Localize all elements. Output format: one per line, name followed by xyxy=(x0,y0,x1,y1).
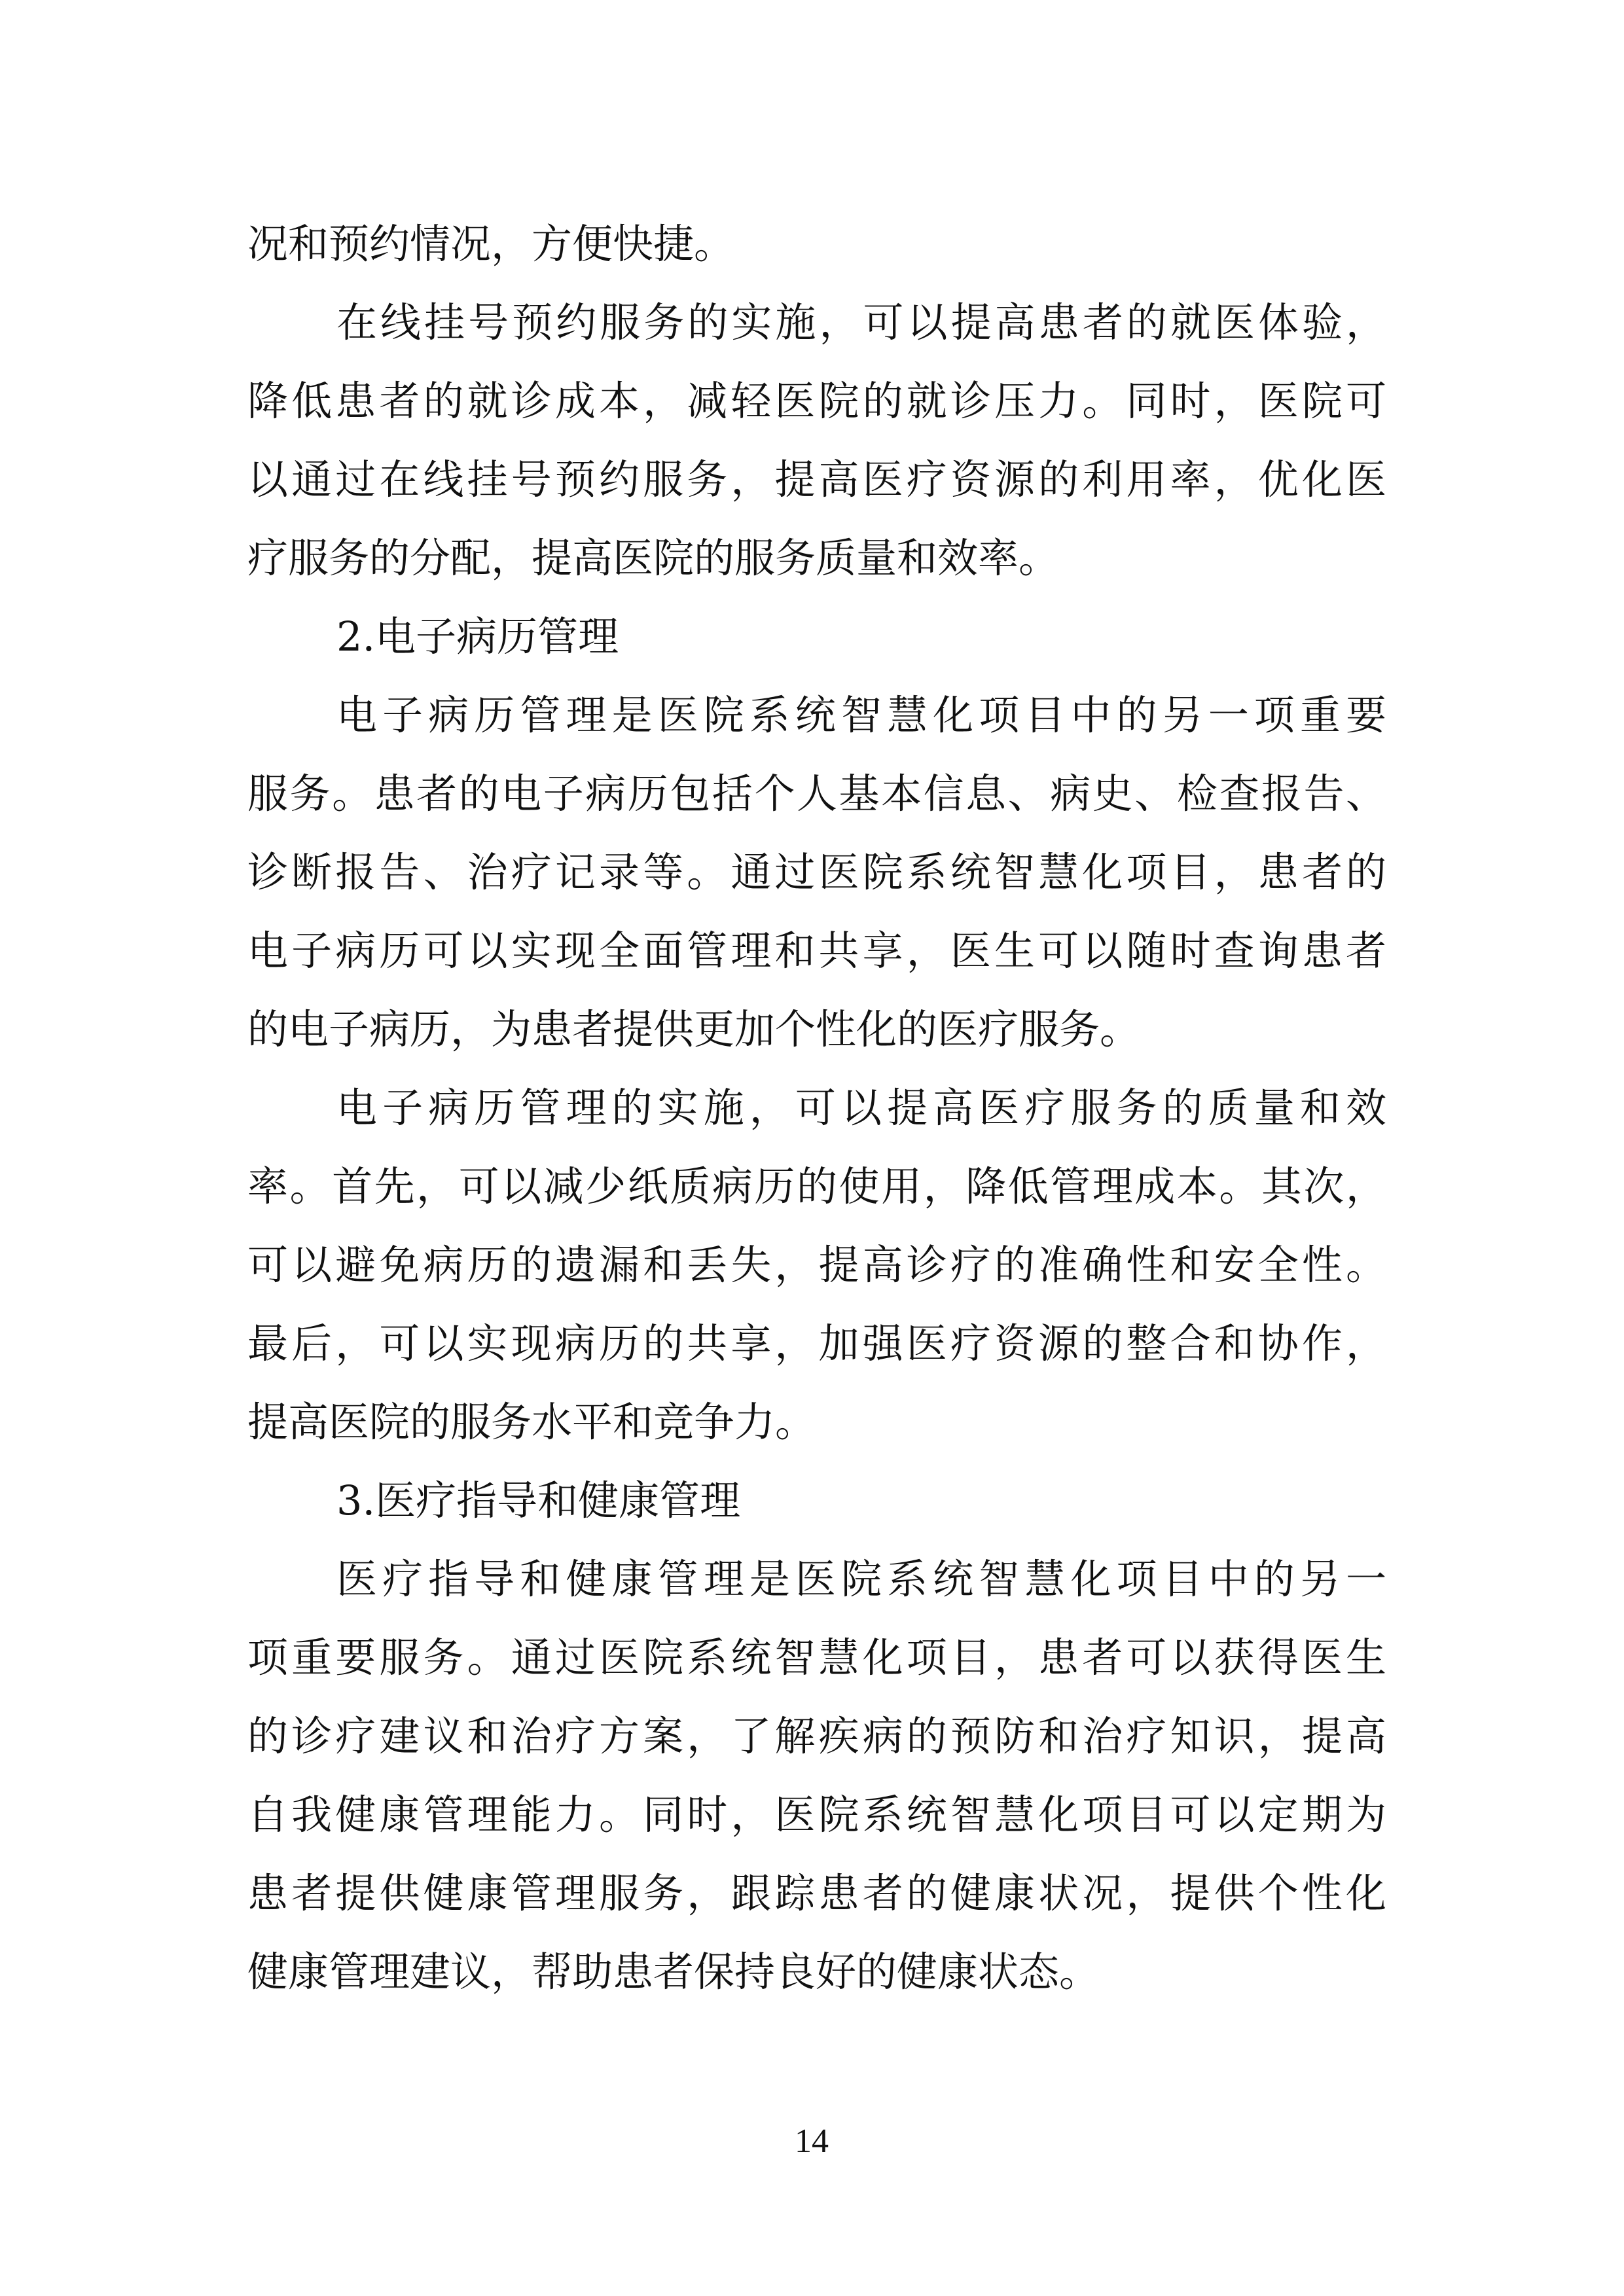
body-text-line: 患者提供健康管理服务，跟踪患者的健康状况，提供个性化 xyxy=(247,1869,1386,1917)
page-number: 14 xyxy=(795,2123,829,2160)
body-text-line: 况和预约情况，方便快捷。 xyxy=(247,220,735,268)
body-text-line: 的电子病历，为患者提供更加个性化的医疗服务。 xyxy=(247,1005,1141,1053)
body-text-line: 最后，可以实现病历的共享，加强医疗资源的整合和协作， xyxy=(247,1319,1386,1367)
paragraph-first-line: 电子病历管理的实施，可以提高医疗服务的质量和效 xyxy=(336,1084,1386,1132)
body-text-line: 率。首先，可以减少纸质病历的使用，降低管理成本。其次， xyxy=(247,1162,1386,1210)
body-text-line: 项重要服务。通过医院系统智慧化项目，患者可以获得医生 xyxy=(247,1634,1386,1681)
section-heading: 3.医疗指导和健康管理 xyxy=(336,1477,741,1524)
body-text-line: 疗服务的分配，提高医院的服务质量和效率。 xyxy=(247,534,1060,582)
body-text-line: 可以避免病历的遗漏和丢失，提高诊疗的准确性和安全性。 xyxy=(247,1241,1386,1289)
body-text-line: 提高医院的服务水平和竞争力。 xyxy=(247,1398,816,1446)
body-text-line: 电子病历可以实现全面管理和共享，医生可以随时查询患者 xyxy=(247,927,1386,975)
body-text-line: 降低患者的就诊成本，减轻医院的就诊压力。同时，医院可 xyxy=(247,377,1386,425)
body-text-line: 服务。患者的电子病历包括个人基本信息、病史、检查报告、 xyxy=(247,770,1386,817)
section-heading: 2.电子病历管理 xyxy=(336,613,619,660)
body-text-line: 自我健康管理能力。同时，医院系统智慧化项目可以定期为 xyxy=(247,1791,1386,1839)
paragraph-first-line: 医疗指导和健康管理是医院系统智慧化项目中的另一 xyxy=(336,1555,1386,1603)
paragraph-first-line: 在线挂号预约服务的实施，可以提高患者的就医体验， xyxy=(336,298,1386,346)
body-text-line: 的诊疗建议和治疗方案，了解疾病的预防和治疗知识，提高 xyxy=(247,1712,1386,1760)
body-text-line: 以通过在线挂号预约服务，提高医疗资源的利用率，优化医 xyxy=(247,456,1386,503)
paragraph-first-line: 电子病历管理是医院系统智慧化项目中的另一项重要 xyxy=(336,691,1386,739)
body-text-line: 健康管理建议，帮助患者保持良好的健康状态。 xyxy=(247,1948,1100,1996)
body-text-line: 诊断报告、治疗记录等。通过医院系统智慧化项目，患者的 xyxy=(247,848,1386,896)
